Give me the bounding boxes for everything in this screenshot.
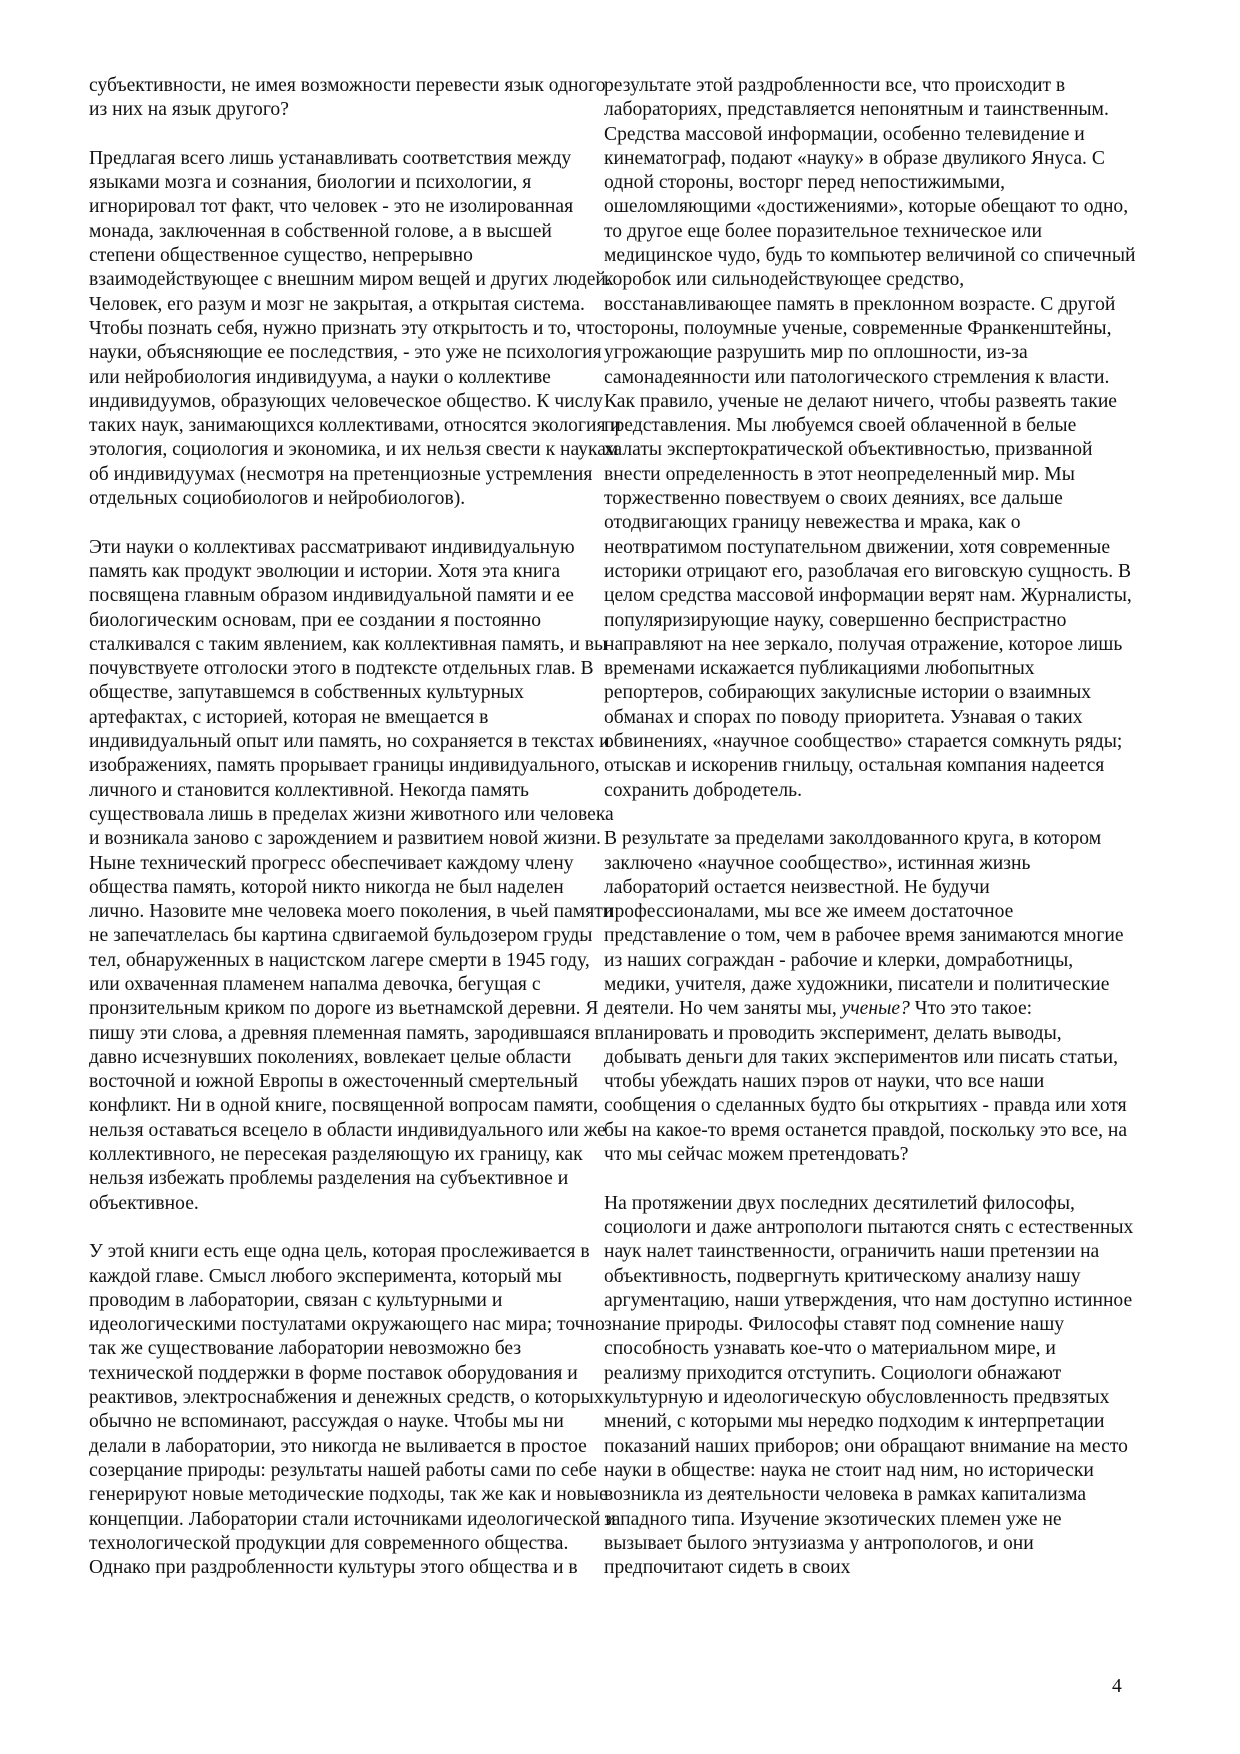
right-paragraph-2-text-b: Что это такое: планировать и проводить эксперимент, делать выводы, добывать деньги для таких экспериментов или писать статьи, чтобы убеждать наших пэров от науки, что все наши сообщения о сделанных будто бы открытиях - правда или хотя бы на какое-то время останется правдой, поскольку это все, на что мы сейчас можем претендовать? [604,998,1128,1166]
right-column [604,74,1136,1580]
left-column [89,74,621,1580]
left-paragraph-2: Предлагая всего лишь устанавливать соответствия между языками мозга и сознания, биологии и психологии, я игнорировал тот факт, что человек - это не изолированная монада, заключенная в собственной голове, а в высшей степени общественное существо, непрерывно взаимодействующее с внешним миром вещей и других людей. Человек, его разум и мозг не закрытая, а открытая система. Чтобы познать себя, нужно признать эту открытость и то, что науки, объясняющие ее последствия, - это уже не психология или нейробиология индивидуума, а науки о коллективе индивидуумов, образующих человеческое общество. К числу таких наук, занимающихся коллективами, относятся экология и этология, социология и экономика, и их нельзя свести к наукам об индивидуумах (несмотря на претенциозные устремления отдельных социобиологов и нейробиологов). [89,147,621,510]
left-paragraph-1: субъективности, не имея возможности перевести язык одного из них на язык другого? [89,75,606,121]
left-paragraph-3: Эти науки о коллективах рассматривают индивидуальную память как продукт эволюции и истории. Хотя эта книга посвящена главным образом индивидуальной памяти и ее биологическим основам, при ее создании я постоянно сталкивался с таким явлением, как коллективная память, и вы почувствуете отголоски этого в подтексте отдельных глав. В обществе, запутавшемся в собственных культурных артефактах, с историей, которая не вмещается в индивидуальный опыт или память, но сохраняется в текстах и изображениях, память прорывает границы индивидуального, личного и становится коллективной. Некогда память существовала лишь в пределах жизни животного или человека и возникала заново с зарождением и развитием новой жизни. Ныне технический прогресс обеспечивает каждому члену общества память, которой никто никогда не был наделен лично. Назовите мне человека моего поколения, в чьей памяти не запечатлелась бы картина сдвигаемой бульдозером груды тел, обнаруженных в нацистском лагере смерти в 1945 году, или охваченная пламенем напалма девочка, бегущая с пронзительным криком по дороге из вьетнамской деревни. Я пишу эти слова, а древняя племенная память, зародившаяся в давно исчезнувших поколениях, вовлекает целые области восточной и южной Европы в ожесточенный смертельный конфликт. Ни в одной книге, посвященной вопросам памяти, нельзя оставаться всецело в области индивидуального или же коллективного, не пересекая разделяющую их границу, как нельзя избежать проблемы разделения на субъективное и объективное. [89,536,614,1214]
right-paragraph-2-text-a: В результате за пределами заколдованного круга, в котором заключено «научное сообщество», истинная жизнь лабораторий остается неизвестной. Не будучи профессионалами, мы все же имеем достаточное представление о том, чем в рабочее время занимаются многие из наших сограждан - рабочие и клерки, домработницы, медики, учителя, даже художники, писатели и политические деятели. Но чем заняты мы, [604,828,1124,1020]
right-paragraph-2 [604,827,1136,1167]
right-paragraph-1: результате этой раздробленности все, что происходит в лабораториях, представляется непонятным и таинственным. Средства массовой информации, особенно телевидение и кинематограф, подают «науку» в образе двуликого Януса. С одной стороны, восторг перед непостижимыми, ошеломляющими «достижениями», которые обещают то одно, то другое еще более поразительное техническое или медицинское чудо, будь то компьютер величиной со спичечный коробок или сильнодействующее средство, восстанавливающее память в преклонном возрасте. С другой стороны, полоумные ученые, современные Франкенштейны, угрожающие разрушить мир по оплошности, из-за самонадеянности или патологического стремления к власти. Как правило, ученые не делают ничего, чтобы развеять такие представления. Мы любуемся своей облаченной в белые халаты экспертократической объективностью, призванной внести определенность в этот неопределенный мир. Мы торжественно повествуем о своих деяниях, все дальше отодвигающих границу невежества и мрака, как о неотвратимом поступательном движении, хотя современные историки отрицают его, разоблачая его виговскую сущность. В целом средства массовой информации верят нам. Журналисты, популяризирующие науку, совершенно беспристрастно направляют на нее зеркало, получая отражение, которое лишь временами искажается публикациями любопытных репортеров, собирающих закулисные истории о взаимных обманах и спорах по поводу приоритета. Узнавая о таких обвинениях, «научное сообщество» старается сомкнуть ряды; отыскав и искоренив гнильцу, остальная компания надеется сохранить добродетель. [604,75,1136,801]
left-paragraph-4: У этой книги есть еще одна цель, которая прослеживается в каждой главе. Смысл любого эксперимента, который мы проводим в лаборатории, связан с культурными и идеологическими постулатами окружающего нас мира; точно так же существование лаборатории невозможно без технической поддержки в форме поставок оборудования и реактивов, электроснабжения и денежных средств, о которых обычно не вспоминают, рассуждая о науке. Чтобы мы ни делали в лаборатории, это никогда не выливается в простое созерцание природы: результаты нашей работы сами по себе генерируют новые методические подходы, так же как и новые концепции. Лаборатории стали источниками идеологической и технологической продукции для современного общества. Однако при раздробленности культуры этого общества и в [89,1241,616,1579]
right-paragraph-3: На протяжении двух последних десятилетий философы, социологи и даже антропологи пытаются снять с естественных наук налет таинственности, ограничить наши претензии на объективность, подвергнуть критическому анализу нашу аргументацию, наши утверждения, что нам доступно истинное знание природы. Философы ставят под сомнение нашу способность узнавать кое-что о материальном мире, и реализму приходится отступить. Социологи обнажают культурную и идеологическую обусловленность предвзятых мнений, с которыми мы нередко подходим к интерпретации показаний наших приборов; они обращают внимание на место науки в обществе: наука не стоит над ним, но исторически возникла из деятельности человека в рамках капитализма западного типа. Изучение экзотических племен уже не вызывает былого энтузиазма у антропологов, и они предпочитают сидеть в своих [604,1192,1134,1579]
page-number: 4 [1112,1676,1122,1697]
right-paragraph-2-italic: ученые? [841,998,910,1020]
